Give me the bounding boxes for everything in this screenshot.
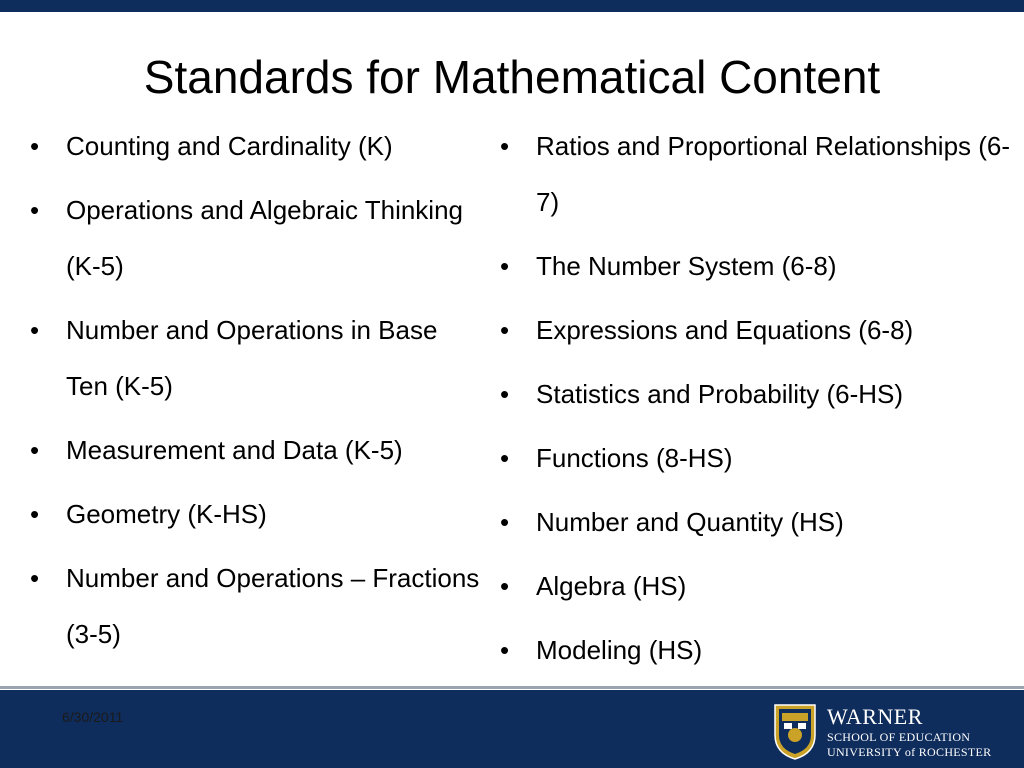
bullet-icon: • [30, 499, 40, 529]
bullet-icon: • [500, 251, 510, 281]
list-item [30, 422, 480, 478]
list-item [500, 430, 1015, 486]
bullet-icon: • [30, 435, 40, 465]
list-item [30, 182, 480, 294]
list-item-text: Number and Operations – Fractions (3-5) [66, 563, 480, 649]
list-item-text: Measurement and Data (K-5) [66, 435, 403, 465]
list-item-text: Geometry (K-HS) [66, 499, 267, 529]
list-item-text: The Number System (6-8) [536, 251, 837, 281]
bullet-icon: • [500, 131, 510, 161]
list-item-text: Number and Operations in Base Ten (K-5) [66, 315, 438, 401]
bullet-icon: • [500, 443, 510, 473]
list-item-text: Expressions and Equations (6-8) [536, 315, 914, 345]
list-item-text: Operations and Algebraic Thinking (K-5) [66, 195, 463, 281]
list-item-text: Number and Quantity (HS) [536, 507, 844, 537]
list-item [500, 622, 1015, 678]
university-seal-icon [771, 701, 819, 761]
bullet-icon: • [30, 195, 40, 225]
warner-logo [827, 706, 991, 760]
bullet-icon: • [30, 131, 40, 161]
right-bullet-list [500, 118, 1015, 686]
list-item-text: Algebra (HS) [536, 571, 687, 601]
logo-school: SCHOOL OF EDUCATION [827, 730, 971, 744]
list-item-text: Functions (8-HS) [536, 443, 733, 473]
list-item-text: Modeling (HS) [536, 635, 703, 665]
bullet-icon: • [30, 563, 40, 593]
left-bullet-list [30, 118, 480, 670]
list-item [500, 366, 1015, 422]
list-item [500, 238, 1015, 294]
bullet-icon: • [500, 315, 510, 345]
bullet-icon: • [500, 507, 510, 537]
bullet-icon: • [500, 635, 510, 665]
list-item-text: Counting and Cardinality (K) [66, 131, 393, 161]
list-item [500, 558, 1015, 614]
list-item-text: Ratios and Proportional Relationships (6-7) [536, 131, 1011, 217]
slide-title: Standards for Mathematical Content [143, 51, 881, 103]
footer-divider [0, 686, 1024, 689]
list-item [30, 302, 480, 414]
list-item [30, 118, 480, 174]
logo-name: WARNER [827, 704, 923, 729]
bullet-icon: • [500, 571, 510, 601]
top-accent-bar [0, 0, 1024, 12]
footer-date: 6/30/2011 [62, 709, 124, 725]
bullet-icon: • [500, 379, 510, 409]
list-item [500, 118, 1015, 230]
list-item [30, 550, 480, 662]
list-item-text: Statistics and Probability (6-HS) [536, 379, 904, 409]
list-item [500, 494, 1015, 550]
list-item [500, 302, 1015, 358]
logo-university: UNIVERSITY of ROCHESTER [827, 745, 992, 759]
bullet-icon: • [30, 315, 40, 345]
footer-bar [0, 690, 1024, 768]
list-item [30, 486, 480, 542]
